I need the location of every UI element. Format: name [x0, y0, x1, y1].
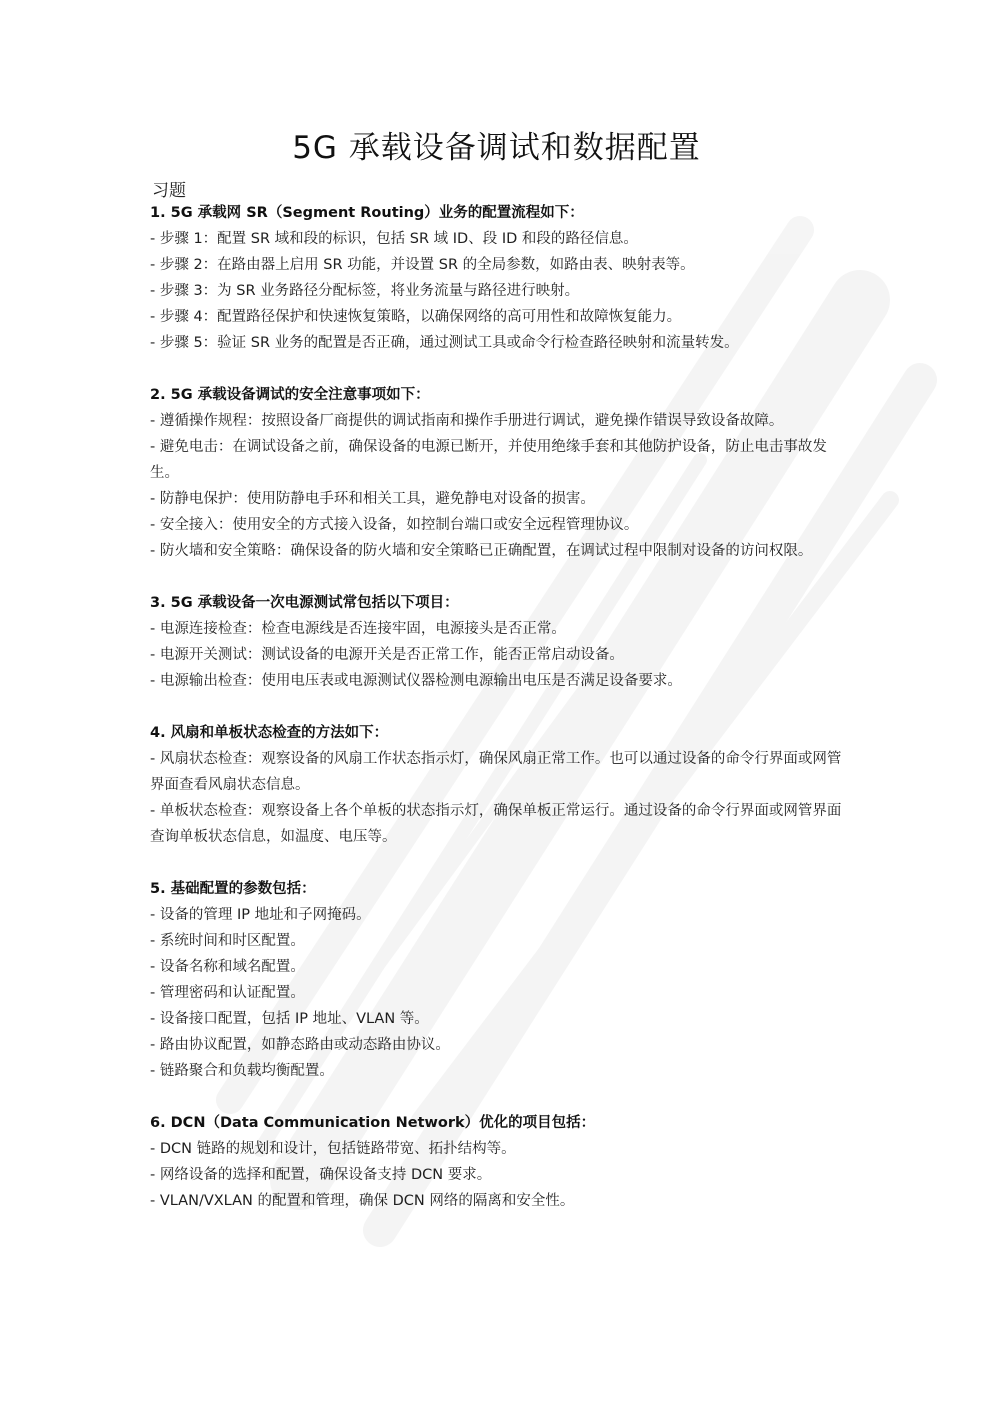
section-heading: 2. 5G 承载设备调试的安全注意事项如下：: [150, 387, 430, 403]
list-item: - 链路聚合和负载均衡配置。: [150, 1063, 334, 1079]
list-item: - 电源连接检查：检查电源线是否连接牢固，电源接头是否正常。: [150, 621, 566, 637]
section-heading: 3. 5G 承载设备一次电源测试常包括以下项目：: [150, 595, 459, 611]
section-heading: 1. 5G 承载网 SR（Segment Routing）业务的配置流程如下：: [150, 205, 584, 221]
list-item: - 步骤 1：配置 SR 域和段的标识，包括 SR 域 ID、段 ID 和段的路径信息。: [150, 231, 638, 247]
page-subtitle: 习题: [152, 181, 186, 201]
list-item: - 设备名称和域名配置。: [150, 959, 305, 975]
section-heading: 6. DCN（Data Communication Network）优化的项目包括：: [150, 1115, 596, 1131]
list-item: - 防火墙和安全策略：确保设备的防火墙和安全策略已正确配置，在调试过程中限制对设备的访问权限。: [150, 543, 813, 559]
list-item: - 系统时间和时区配置。: [150, 933, 305, 949]
list-item: - 步骤 3：为 SR 业务路径分配标签，将业务流量与路径进行映射。: [150, 283, 580, 299]
section-1: [150, 200, 850, 356]
section-heading: 5. 基础配置的参数包括：: [150, 881, 316, 897]
section-6: [150, 1110, 850, 1214]
list-item: - 步骤 5：验证 SR 业务的配置是否正确，通过测试工具或命令行检查路径映射和流量转发。: [150, 335, 739, 351]
list-item: - 步骤 2：在路由器上启用 SR 功能，并设置 SR 的全局参数，如路由表、映射表等。: [150, 257, 695, 273]
section-heading: 4. 风扇和单板状态检查的方法如下：: [150, 725, 389, 741]
list-item: - 步骤 4：配置路径保护和快速恢复策略，以确保网络的高可用性和故障恢复能力。: [150, 309, 682, 325]
list-item: - 遵循操作规程：按照设备厂商提供的调试指南和操作手册进行调试，避免操作错误导致设备故障。: [150, 413, 784, 429]
list-item: - 网络设备的选择和配置，确保设备支持 DCN 要求。: [150, 1167, 492, 1183]
list-item: - 设备的管理 IP 地址和子网掩码。: [150, 907, 371, 923]
list-item: - DCN 链路的规划和设计，包括链路带宽、拓扑结构等。: [150, 1141, 516, 1157]
list-item: - 电源开关测试：测试设备的电源开关是否正常工作，能否正常启动设备。: [150, 647, 624, 663]
section-4: [150, 720, 850, 850]
list-item: - 风扇状态检查：观察设备的风扇工作状态指示灯，确保风扇正常工作。也可以通过设备的命令行界面或网管界面查看风扇状态信息。: [150, 751, 842, 793]
section-5: [150, 876, 850, 1084]
list-item: - 防静电保护：使用防静电手环和相关工具，避免静电对设备的损害。: [150, 491, 595, 507]
list-item: - 管理密码和认证配置。: [150, 985, 305, 1001]
section-2: [150, 382, 850, 564]
list-item: - 安全接入：使用安全的方式接入设备，如控制台端口或安全远程管理协议。: [150, 517, 639, 533]
document-body: [150, 200, 850, 1240]
list-item: - 单板状态检查：观察设备上各个单板的状态指示灯，确保单板正常运行。通过设备的命令行界面或网管界面查询单板状态信息，如温度、电压等。: [150, 803, 842, 845]
page-title: 5G 承载设备调试和数据配置: [292, 130, 701, 166]
list-item: - VLAN/VXLAN 的配置和管理，确保 DCN 网络的隔离和安全性。: [150, 1193, 575, 1209]
list-item: - 电源输出检查：使用电压表或电源测试仪器检测电源输出电压是否满足设备要求。: [150, 673, 682, 689]
list-item: - 设备接口配置，包括 IP 地址、VLAN 等。: [150, 1011, 429, 1027]
list-item: - 路由协议配置，如静态路由或动态路由协议。: [150, 1037, 450, 1053]
section-3: [150, 590, 850, 694]
list-item: - 避免电击：在调试设备之前，确保设备的电源已断开，并使用绝缘手套和其他防护设备，防止电击事故发生。: [150, 439, 827, 481]
